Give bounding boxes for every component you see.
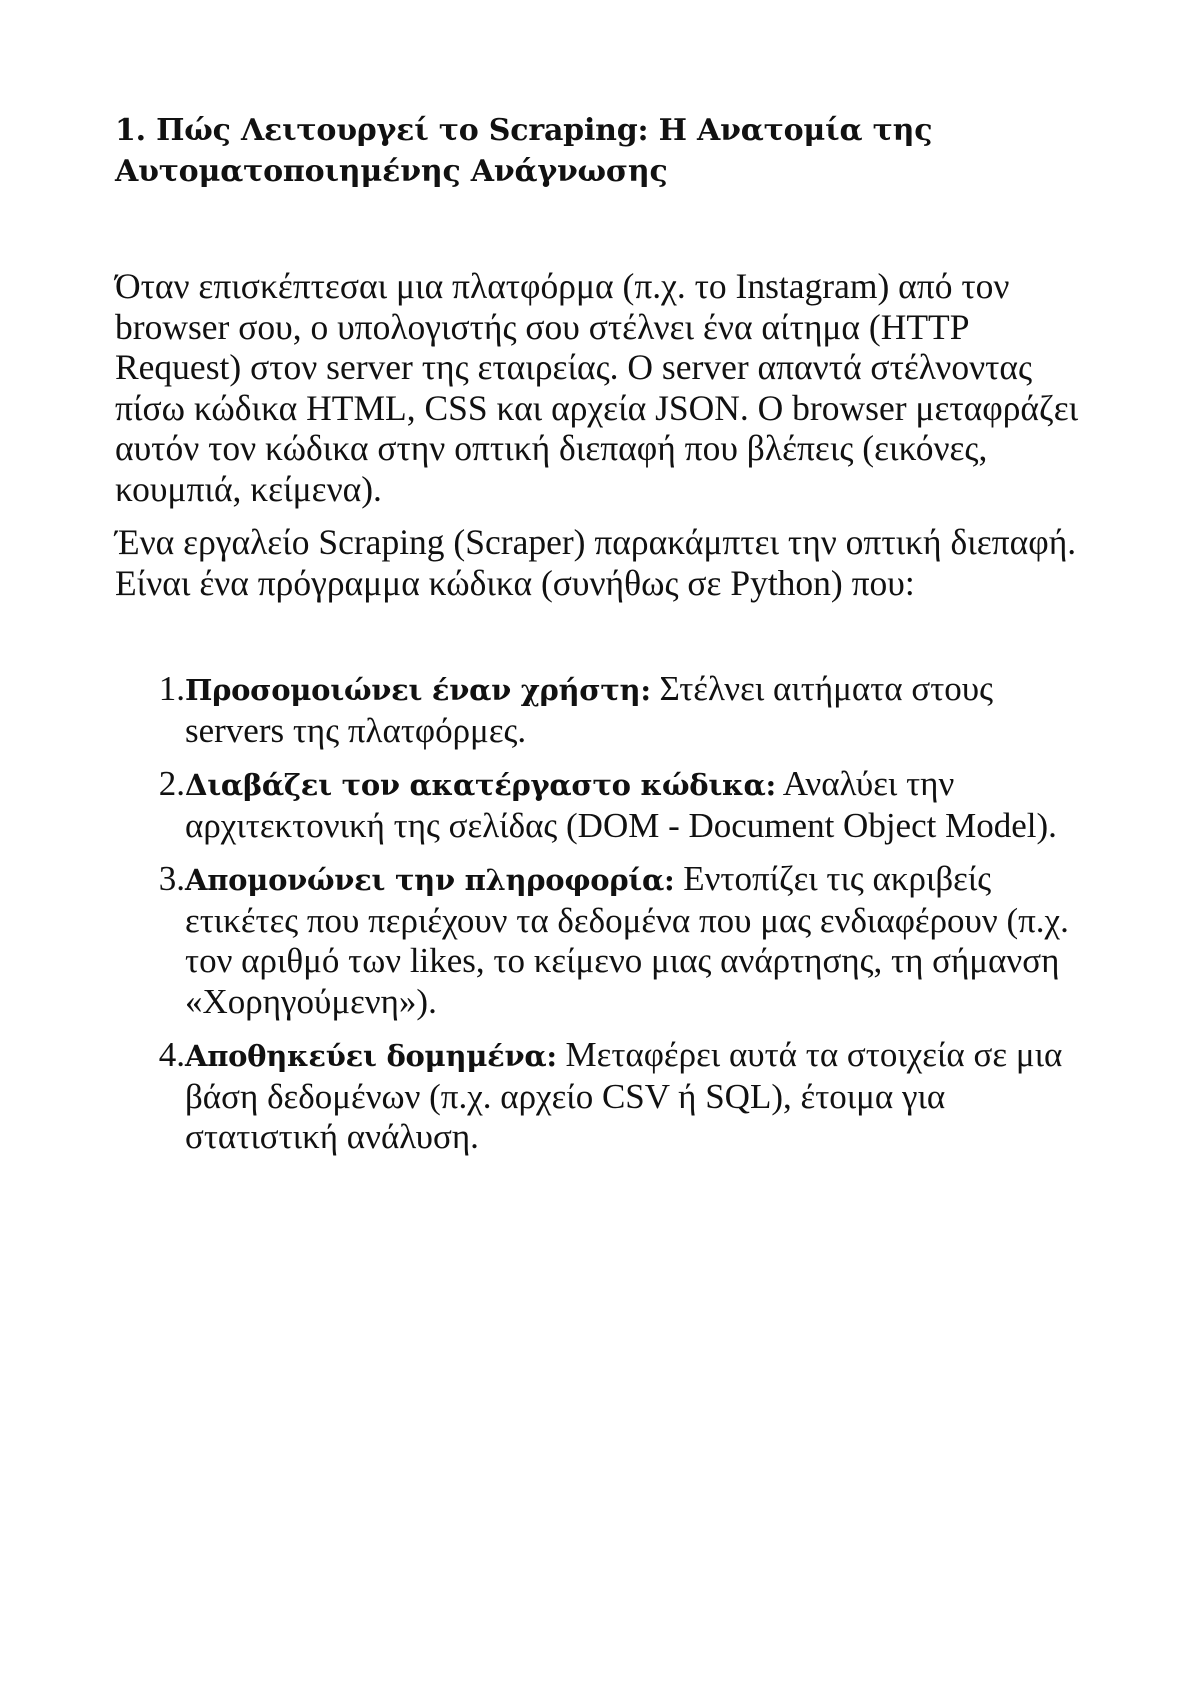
list-item-number: 2. [158,764,185,803]
document-page [115,110,1095,1171]
list-item-number: 3. [158,859,185,898]
list-item-title: Απομονώνει την πληροφορία: [185,863,675,897]
list-item-text: Εντοπίζει τις ακριβείς ετικέτες που περιέχουν τα δεδομένα που μας ενδιαφέρουν (π.χ. τον αριθμό των likes, το κείμενο μιας ανάρτησης, τη σήμανση «Χορηγούμενη»). [185,859,1069,1021]
intro-paragraph: Όταν επισκέπτεσαι μια πλατφόρμα (π.χ. το Instagram) από τον browser σου, ο υπολογιστής σου στέλνει ένα αίτημα (HTTP Request) στον server της εταιρείας. Ο server απαντά στέλνοντας πίσω κώδικα HTML, CSS και αρχεία JSON. Ο browser μεταφράζει αυτόν τον κώδικα στην οπτική διεπαφή που βλέπεις (εικόνες, κουμπιά, κείμενα). [115,266,1079,509]
steps-list [115,669,1095,1158]
list-item-number: 1. [158,669,185,708]
list-item [115,1035,1095,1158]
list-item-content [185,859,1095,1022]
list-item-content [185,669,1095,751]
list-item-title: Διαβάζει τον ακατέργαστο κώδικα: [185,768,776,802]
list-item [115,764,1095,846]
scraper-paragraph: Ένα εργαλείο Scraping (Scraper) παρακάμπτει την οπτική διεπαφή. Είναι ένα πρόγραμμα κώδικα (συνήθως σε Python) που: [115,522,1077,603]
list-item [115,859,1095,1022]
list-item [115,669,1095,751]
section-heading: 1. Πώς Λειτουργεί το Scraping: Η Ανατομία της Αυτοματοποιημένης Ανάγνωσης [115,113,933,189]
list-item-title: Προσομοιώνει έναν χρήστη: [185,673,651,707]
list-item-content [185,1035,1095,1158]
list-item-title: Αποθηκεύει δομημένα: [185,1039,557,1073]
list-item-text: Στέλνει αιτήματα στους servers της πλατφόρμες. [185,669,993,750]
list-item-text: Αναλύει την αρχιτεκτονική της σελίδας (DOM - Document Object Model). [185,764,1057,845]
list-item-number: 4. [158,1035,185,1074]
list-item-content [185,764,1095,846]
list-item-text: Μεταφέρει αυτά τα στοιχεία σε μια βάση δεδομένων (π.χ. αρχείο CSV ή SQL), έτοιμα για στατιστική ανάλυση. [185,1035,1063,1156]
